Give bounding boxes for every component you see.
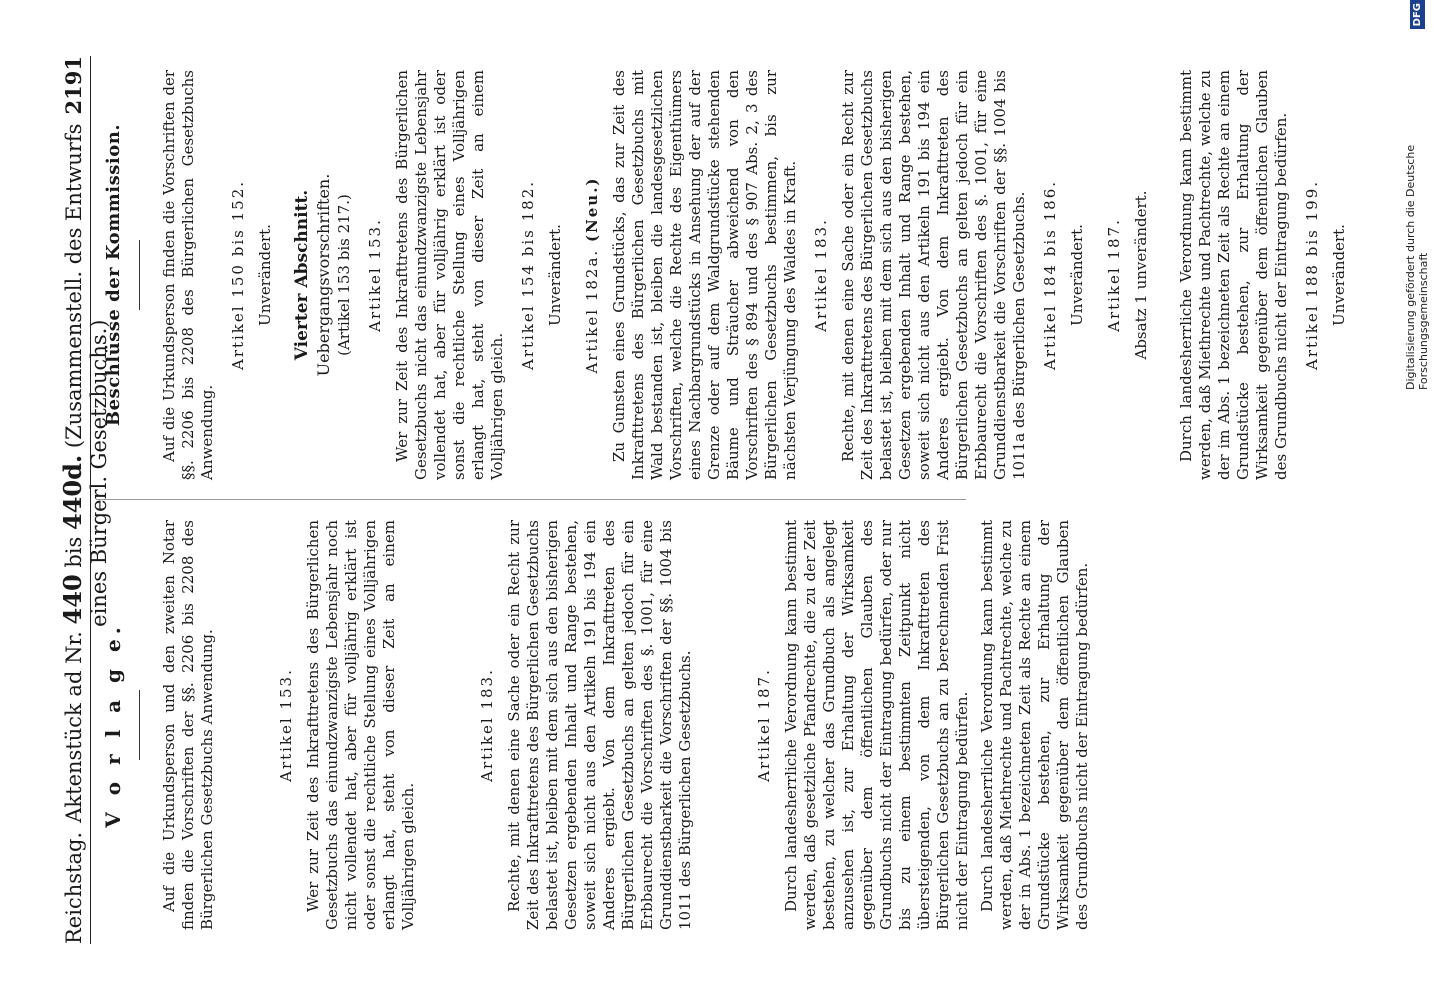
paragraph: Auf die Urkundsperson finden die Vorschriften der §§. 2206 bis 2208 des Bürgerlichen Gesetzbuchs Anwendung. xyxy=(160,70,216,480)
header-left: Reichstag. xyxy=(62,831,86,944)
paragraph: Rechte, mit denen eine Sache oder ein Recht zur Zeit des Inkrafttretens des Bürgerlichen Gesetzbuchs belastet ist, bleiben mit dem sich aus den bisherigen Gesetzen ergebenden Inhalt und Range bestehen, soweit sich nicht aus den Artikeln 191 bis 194 ein Anderes ergiebt. Von dem Inkrafttreten des Bürgerlichen Gesetzbuchs an gelten jedoch für ein Erbbaurecht die Vorschriften des §. 1001, für eine Grunddienstbarkeit die Vorschriften der §§. 1004 bis 1011a des Bürgerlichen Gesetzbuchs. xyxy=(839,70,1028,480)
article-heading: Artikel 187. xyxy=(1105,218,1123,332)
page-header xyxy=(58,56,111,944)
article-number: Artikel 182a. xyxy=(583,248,601,374)
paragraph: Durch landesherrliche Verordnung kann bestimmt werden, daß Miethrechte und Pachtrechte, welche zu der im Abs. 1 bezeichneten Zeit als Rechte an einem Grundstücke bestehen, zur Erhaltung der Wirksamkeit gegenüber dem öffentlichen Glauben des Grundbuchs nicht der Eintragung bedürfen. xyxy=(1177,70,1290,480)
unchanged-note: Unverändert. xyxy=(256,224,274,326)
header-between: bis xyxy=(62,536,86,568)
column-heading-vorlage: V o r l a g e. xyxy=(101,622,125,828)
paragraph: Wer zur Zeit des Inkrafttretens des Bürgerlichen Gesetzbuchs das einundzwanzigste Lebensjahr noch nicht vollendet hat, aber für volljährig erklärt ist oder sonst die rechtliche Stellung eines Volljährigen erlangt hat, steht von dieser Zeit an einem Volljährigen gleich. xyxy=(304,520,417,930)
dfg-logo: DFG xyxy=(1410,0,1425,29)
section-range: (Artikel 153 bis 217.) xyxy=(335,194,353,356)
unchanged-note: Unverändert. xyxy=(1330,224,1348,326)
article-heading: Artikel 153. xyxy=(366,218,384,332)
article-heading: Artikel 188 bis 199. xyxy=(1303,179,1321,371)
paragraph: Durch landesherrliche Verordnung kann bestimmt werden, daß Miethrechte und Pachtrechte, welche zu der in Abs. 1 bezeichneten Zeit als Rechte an einem Grundstücke bestehen, zur Erhaltung der Wirksamkeit gegenüber dem öffentlichen Glauben des Grundbuchs nicht der Eintragung bedürfen. xyxy=(978,520,1091,930)
unchanged-note: Absatz 1 unverändert. xyxy=(1132,190,1150,360)
heading-rule xyxy=(139,690,140,760)
unchanged-note: Unverändert. xyxy=(1068,224,1086,326)
header-suffix: (Zusammenstell. des Entwurfs eines Bürgerl. Gesetzbuchs.) xyxy=(62,123,111,627)
heading-rule xyxy=(139,240,140,310)
column-divider xyxy=(96,499,966,500)
column-beschluesse xyxy=(104,70,1367,480)
header-prefix: Aktenstück ad Nr. xyxy=(62,631,86,823)
article-heading: Artikel 153. xyxy=(277,668,295,782)
unchanged-note: Unverändert. xyxy=(546,224,564,326)
article-heading: Artikel 154 bis 182. xyxy=(519,179,537,371)
new-marker: (Neu.) xyxy=(583,176,601,243)
article-heading: Artikel 150 bis 152. xyxy=(229,179,247,371)
page-number: 2191 xyxy=(61,56,86,115)
section-title: Vierter Abschnitt. xyxy=(292,189,312,361)
paragraph: Rechte, mit denen eine Sache oder ein Recht zur Zeit des Inkrafttretens des Bürgerlichen Gesetzbuchs belastet ist, bleiben mit dem sich aus den bisherigen Gesetzen ergebenden Inhalt und Range bestehen, soweit sich nicht aus den Artikeln 191 bis 194 ein Anderes ergiebt. Von dem Inkrafttreten des Bürgerlichen Gesetzbuchs an gelten jedoch für ein Erbbaurecht die Vorschriften des §. 1001, für eine Grunddienstbarkeit die Vorschriften der §§. 1004 bis 1011 des Bürgerlichen Gesetzbuchs. xyxy=(505,520,694,930)
section-subtitle: Uebergangsvorschriften. xyxy=(314,173,333,377)
paragraph: Durch landesherrliche Verordnung kann bestimmt werden, daß gesetzliche Pfandrechte, die zu der Zeit bestehen, zu welcher das Grundbuch als angelegt anzusehen ist, zur Erhaltung der Wirksamkeit gegenüber dem öffentlichen Glauben des Grundbuchs nicht der Eintragung bedürfen, oder nur bis zu einem bestimmten Zeitpunkt nicht übersteigenden, von dem Inkrafttreten des Bürgerlichen Gesetzbuchs an zu berechnenden Frist nicht der Eintragung bedürfen. xyxy=(782,520,971,930)
column-heading-kommission: Beschlüsse der Kommission. xyxy=(103,123,124,427)
paragraph: Zu Gunsten eines Grundstücks, das zur Zeit des Inkrafttretens des Bürgerlichen Gesetzbuchs mit Wald bestanden ist, bleiben die landesgesetzlichen Vorschriften, welche die Rechte des Eigenthümers eines Nachbargrundstücks in Ansehung der auf der Grenze oder auf dem Waldgrundstücke stehenden Bäume und Sträucher abweichend von den Vorschriften des § 894 und des § 907 Abs. 2, 3 des Bürgerlichen Gesetzbuchs bestimmen, bis zur nächsten Verjüngung des Waldes in Kraft. xyxy=(610,70,799,480)
paragraph: Wer zur Zeit des Inkrafttretens des Bürgerlichen Gesetzbuchs nicht das einundzwanzigste Lebensjahr vollendet hat, aber für volljährig erklärt ist oder sonst die rechtliche Stellung eines Volljährigen erlangt hat, steht von dieser Zeit an einem Volljährigen gleich. xyxy=(393,70,506,480)
column-vorlage xyxy=(101,520,1098,930)
article-heading xyxy=(583,70,602,480)
article-heading: Artikel 183. xyxy=(478,668,496,782)
credit-text: Digitalisierung gefördert durch die Deutsche Forschungsgemeinschaft xyxy=(1404,144,1430,390)
paragraph: Auf die Urkundsperson und den zweiten Notar finden die Vorschriften der §§. 2206 bis 2208 des Bürgerlichen Gesetzbuchs Anwendung. xyxy=(160,520,216,930)
article-heading: Artikel 183. xyxy=(812,218,830,332)
article-heading: Artikel 187. xyxy=(755,668,773,782)
article-heading: Artikel 184 bis 186. xyxy=(1041,179,1059,371)
header-number-a: 440 xyxy=(58,574,87,625)
header-number-b: 440d. xyxy=(58,454,87,531)
digitization-credit xyxy=(1405,0,1429,1000)
header-rule xyxy=(90,56,91,944)
